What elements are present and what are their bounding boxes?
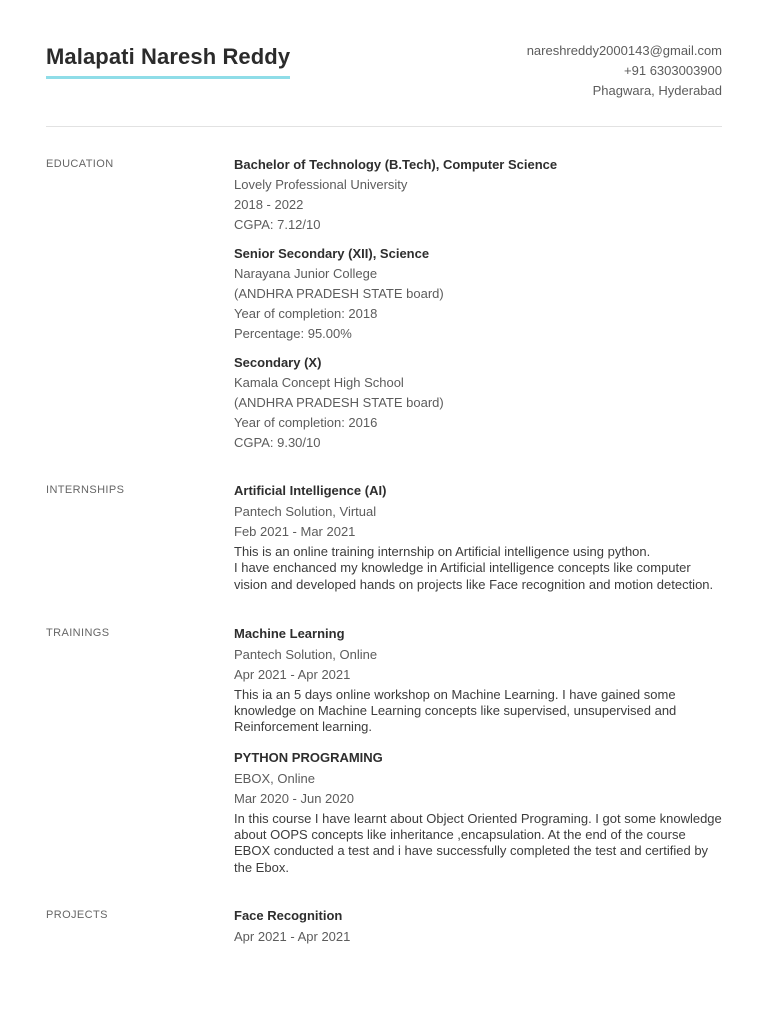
resume-page (46, 0, 722, 1024)
section-label-projects: PROJECTS (46, 908, 108, 921)
entry-title: Face Recognition (234, 907, 343, 923)
projects-section (46, 906, 722, 955)
entry-dates: Apr 2021 - Apr 2021 (234, 666, 351, 682)
entry-dates: 2018 - 2022 (234, 197, 304, 212)
projects-body (234, 906, 722, 955)
entry-title: Bachelor of Technology (B.Tech), Computer Science (234, 157, 558, 172)
education-body (234, 155, 722, 461)
entry-completion: Year of completion: 2016 (234, 415, 378, 430)
entry-board: (ANDHRA PRADESH STATE board) (234, 395, 444, 410)
entry-description: In this course I have learnt about Object Oriented Programing. I got some knowledge about OOPS concepts like inheritance ,encapsulation. At the end of the course EBOX conducted a test and i have successfully completed the test and certified by the Ebox. (234, 810, 722, 875)
entry-description: This ia an 5 days online workshop on Machine Learning. I have gained some knowledge on Machine Learning concepts like supervised, unsupervised and Reinforcement learning. (234, 686, 677, 735)
education-entry (234, 353, 722, 453)
training-entry (234, 748, 722, 876)
education-entry (234, 244, 722, 344)
entry-institution: Lovely Professional University (234, 177, 408, 192)
entry-board: (ANDHRA PRADESH STATE board) (234, 286, 444, 301)
contact-block (527, 41, 722, 101)
entry-dates: Mar 2020 - Jun 2020 (234, 790, 354, 806)
entry-score: Percentage: 95.00% (234, 326, 352, 341)
entry-score: CGPA: 9.30/10 (234, 435, 321, 450)
entry-organization: Pantech Solution, Virtual (234, 504, 377, 519)
project-entry (234, 906, 722, 947)
contact-phone: +91 6303003900 (624, 63, 722, 78)
training-entry (234, 624, 722, 736)
entry-dates: Apr 2021 - Apr 2021 (234, 928, 351, 944)
internships-body (234, 481, 722, 601)
section-label-education: EDUCATION (46, 158, 114, 170)
internships-section (46, 481, 722, 601)
entry-organization: EBOX, Online (234, 770, 315, 786)
entry-institution: Kamala Concept High School (234, 375, 404, 390)
contact-location: Phagwara, Hyderabad (592, 83, 722, 98)
entry-completion: Year of completion: 2018 (234, 306, 378, 321)
entry-title: Machine Learning (234, 625, 345, 641)
entry-organization: Pantech Solution, Online (234, 646, 378, 662)
internship-entry (234, 481, 722, 593)
entry-title: Secondary (X) (234, 355, 322, 370)
education-entry (234, 155, 722, 235)
section-label-internships: INTERNSHIPS (46, 484, 125, 496)
entry-title: Artificial Intelligence (AI) (234, 483, 387, 498)
contact-email[interactable]: nareshreddy2000143@gmail.com (526, 43, 722, 58)
section-label-trainings: TRAININGS (46, 626, 110, 639)
entry-institution: Narayana Junior College (234, 266, 378, 281)
trainings-section (46, 624, 722, 884)
entry-title: Senior Secondary (XII), Science (234, 246, 430, 261)
entry-dates: Feb 2021 - Mar 2021 (234, 524, 356, 539)
entry-description: This is an online training internship on Artificial intelligence using python. I have enchanced my knowledge in Artificial intelligence concepts like computer vision and developed hands on projects like Face recognition and motion detection. (234, 544, 714, 592)
candidate-name: Malapati Naresh Reddy (46, 44, 290, 79)
resume-header (46, 0, 722, 127)
entry-title: PYTHON PROGRAMING (234, 749, 383, 765)
trainings-body (234, 624, 722, 884)
education-section (46, 155, 722, 461)
entry-score: CGPA: 7.12/10 (234, 217, 321, 232)
